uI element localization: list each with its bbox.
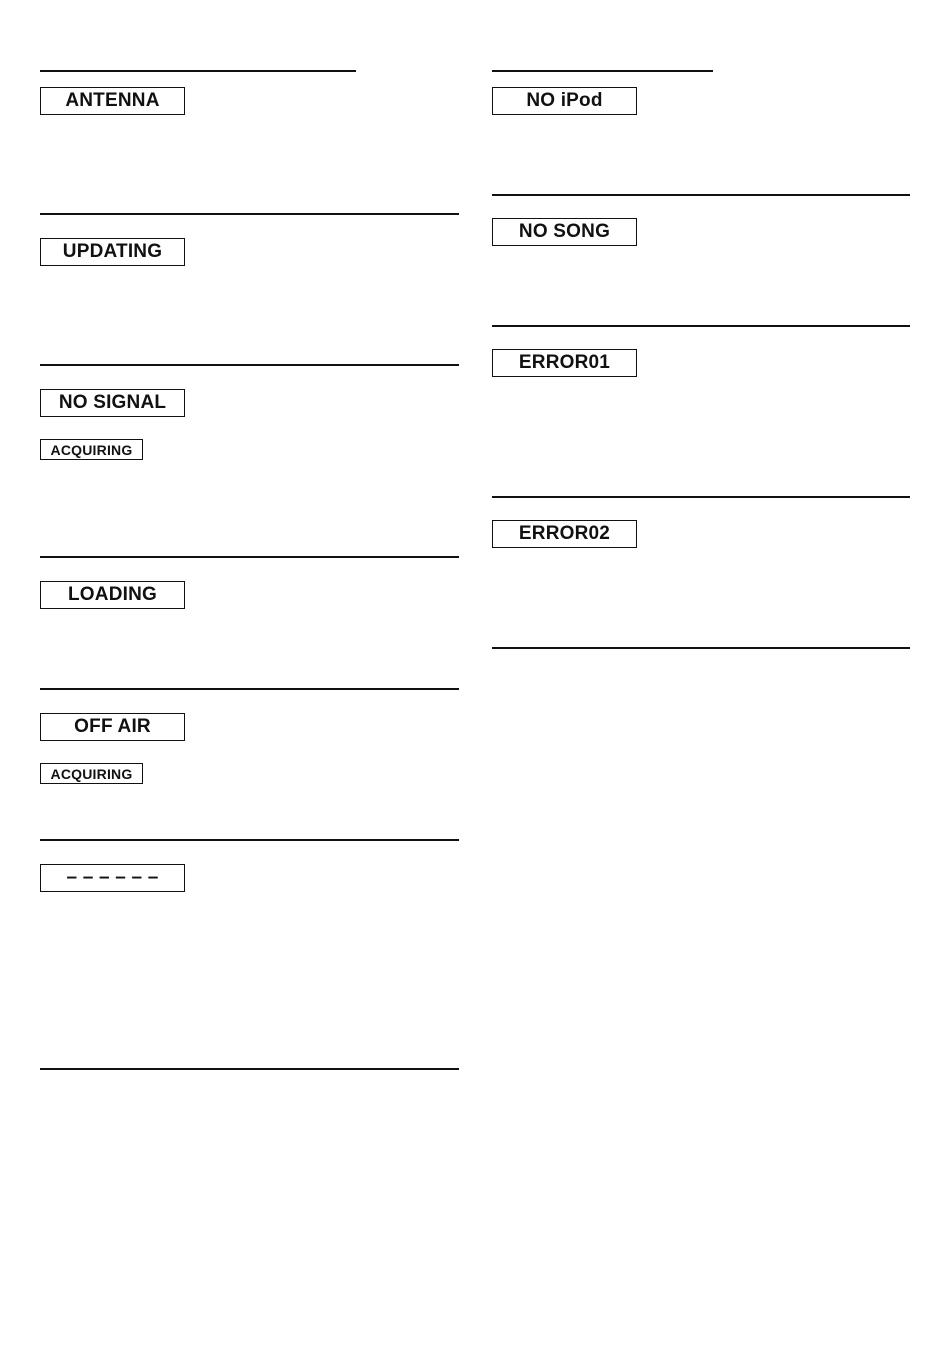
display-code-no-signal: NO SIGNAL <box>40 389 185 417</box>
section-divider <box>40 213 459 215</box>
section-divider <box>492 325 910 327</box>
display-code-loading: LOADING <box>40 581 185 609</box>
display-subcode-acquiring: ACQUIRING <box>40 763 143 784</box>
left-top-rule <box>40 70 356 72</box>
section-divider <box>40 364 459 366</box>
display-code-no-song: NO SONG <box>492 218 637 246</box>
section-divider <box>492 647 910 649</box>
display-code-updating: UPDATING <box>40 238 185 266</box>
display-code-dashes: – – – – – – <box>40 864 185 892</box>
section-divider <box>492 496 910 498</box>
section-divider <box>40 688 459 690</box>
section-divider <box>492 194 910 196</box>
section-divider <box>40 839 459 841</box>
display-code-no-ipod: NO iPod <box>492 87 637 115</box>
display-code-off-air: OFF AIR <box>40 713 185 741</box>
section-divider <box>40 556 459 558</box>
display-subcode-acquiring: ACQUIRING <box>40 439 143 460</box>
section-divider <box>40 1068 459 1070</box>
right-top-rule <box>492 70 713 72</box>
display-code-antenna: ANTENNA <box>40 87 185 115</box>
display-code-error01: ERROR01 <box>492 349 637 377</box>
display-code-error02: ERROR02 <box>492 520 637 548</box>
